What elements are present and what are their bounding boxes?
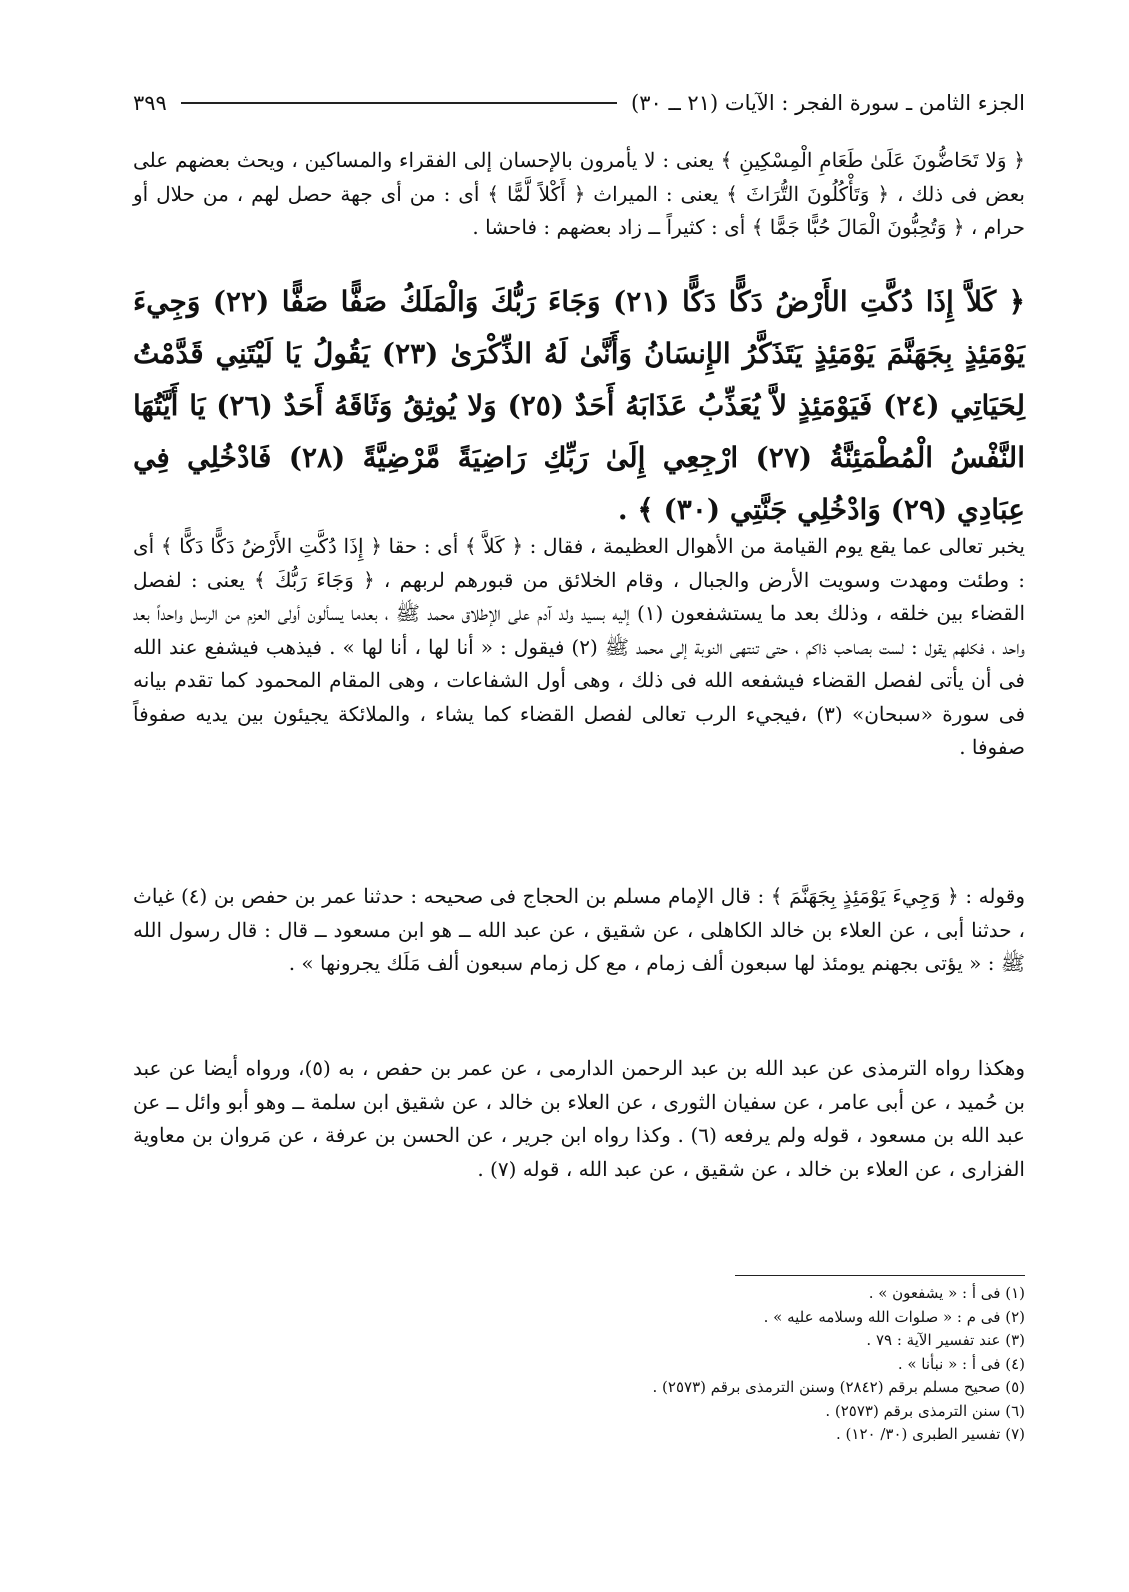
header-rule — [181, 102, 617, 104]
commentary-paragraph-1: ﴿ وَلا تَحَاضُّونَ عَلَىٰ طَعَامِ الْمِسْكِينِ ﴾ يعنى : لا يأمرون بالإحسان إلى الفقراء والمساكين ، ويحث بعضهم على بعض فى ذلك ، ﴿ وَتَأْكُلُونَ التُّرَاثَ ﴾ يعنى : الميراث ﴿ أَكْلاً لَّمًّا ﴾ أى : من أى جهة حصل لهم ، من حلال أو حرام ، ﴿ وَتُحِبُّونَ الْمَالَ حُبًّا جَمًّا ﴾ أى : كثيراً ــ زاد بعضهم : فاحشا . — [133, 148, 1025, 239]
footnote: (٣) عند تفسير الآية : ٧٩ . — [866, 1331, 1025, 1349]
footnote: (٤) فى أ : « نبأنا » . — [897, 1354, 1025, 1373]
footnote: (٥) صحيح مسلم برقم (٢٨٤٢) وسنن الترمذى برقم (٢٥٧٣) . — [652, 1378, 1025, 1396]
quran-verses-block: ﴿ كَلاَّ إِذَا دُكَّتِ الأَرْضُ دَكًّا دَكًّا (٢١) وَجَاءَ رَبُّكَ وَالْمَلَكُ صَفًّا صَفًّا (٢٢) وَجِيءَ يَوْمَئِذٍ بِجَهَنَّمَ يَوْمَئِذٍ يَتَذَكَّرُ الإِنسَانُ وَأَنَّىٰ لَهُ الذِّكْرَىٰ (٢٣) يَقُولُ يَا لَيْتَنِي قَدَّمْتُ لِحَيَاتِي (٢٤) فَيَوْمَئِذٍ لاَّ يُعَذِّبُ عَذَابَهُ أَحَدٌ (٢٥) وَلا يُوثِقُ وَثَاقَهُ أَحَدٌ (٢٦) يَا أَيَّتُهَا النَّفْسُ الْمُطْمَئِنَّةُ (٢٧) ارْجِعِي إِلَىٰ رَبِّكِ رَاضِيَةً مَّرْضِيَّةً (٢٨) فَادْخُلِي فِي عِبَادِي (٢٩) وَادْخُلِي جَنَّتِي (٣٠) ﴾ . — [133, 285, 1026, 526]
header-title: الجزء الثامن ـ سورة الفجر : الآيات (٢١ ــ ٣٠) — [631, 91, 1025, 115]
footnote: (٧) تفسير الطبرى (٣٠/ ١٢٠) . — [836, 1425, 1025, 1443]
commentary-paragraph-3: وقوله : ﴿ وَجِيءَ يَوْمَئِذٍ بِجَهَنَّمَ ﴾ : قال الإمام مسلم بن الحجاج فى صحيحه : حدثنا عمر بن حفص بن (٤) غياث ، حدثنا أبى ، عن العلاء بن خالد الكاهلى ، عن شقيق ، عن عبد الله ــ هو ابن مسعود ــ قال : قال رسول الله ﷺ : « يؤتى بجهنم يومئذ لها سبعون ألف زمام ، مع كل زمام سبعون ألف مَلَك يجرونها » . — [133, 884, 1025, 975]
footnote-separator — [735, 1275, 1025, 1276]
footnotes — [133, 1282, 1025, 1447]
footnote: (١) فى أ : « يشفعون » . — [868, 1284, 1025, 1302]
page-number: ٣٩٩ — [133, 91, 167, 115]
commentary-paragraph-2: يخبر تعالى عما يقع يوم القيامة من الأهوال العظيمة ، فقال : ﴿ كَلاَّ ﴾ أى : حقا ﴿ إِذَا دُكَّتِ الأَرْضُ دَكًّا دَكًّا ﴾ أى : وطئت ومهدت وسويت الأرض والجبال ، وقام الخلائق من قبورهم لربهم ، ﴿ وَجَاءَ رَبُّكَ ﴾ يعنى : لفصل القضاء بين خلقه ، وذلك بعد ما يستشفعون (١) إليه بسيد ولد آدم على الإطلاق محمد ﷺ ، بعدما يسألون أولى العزم من الرسل واحداً بعد واحد ، فكلهم يقول : لست بصاحب ذاكم ، حتى تنتهى النوبة إلى محمد ﷺ (٢) فيقول : « أنا لها ، أنا لها » . فيذهب فيشفع عند الله فى أن يأتى لفصل القضاء فيشفعه الله فى ذلك ، وهى أول الشفاعات ، وهى المقام المحمود كما تقدم بيانه فى سورة «سبحان» (٣) ،فيجيء الرب تعالى لفصل القضاء كما يشاء ، والملائكة يجيئون بين يديه صفوفاً صفوفا . — [133, 534, 1026, 759]
running-header — [133, 88, 1025, 118]
footnote: (٦) سنن الترمذى برقم (٢٥٧٣) . — [825, 1401, 1025, 1420]
footnote: (٢) فى م : « صلوات الله وسلامه عليه » . — [763, 1307, 1025, 1326]
commentary-paragraph-4: وهكذا رواه الترمذى عن عبد الله بن عبد الرحمن الدارمى ، عن عمر بن حفص ، به (٥)، ورواه أيضا عن عبد بن حُميد ، عن أبى عامر ، عن سفيان الثورى ، عن العلاء بن خالد ، عن شقيق ابن سلمة ــ وهو أبو وائل ــ عن عبد الله بن مسعود ، قوله ولم يرفعه (٦) . وكذا رواه ابن جرير ، عن الحسن بن عرفة ، عن مَروان بن معاوية الفزارى ، عن العلاء بن خالد ، عن شقيق ، عن عبد الله ، قوله (٧) . — [133, 1056, 1025, 1181]
